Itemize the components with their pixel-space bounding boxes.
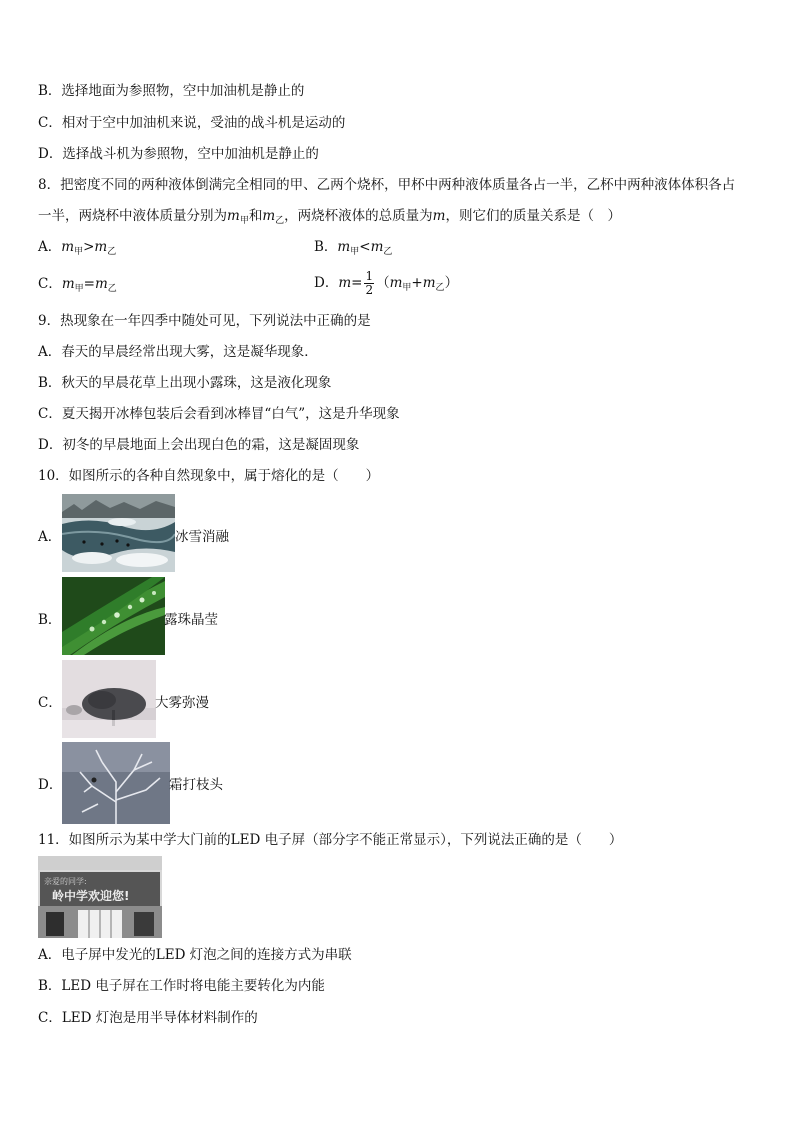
q8-option-c: C．$m_甲=m_乙$ (38, 276, 117, 294)
q9-option-c: C．夏天揭开冰棒包装后会看到冰棒冒“白气”，这是升华现象 (38, 406, 400, 422)
q8-option-b: B．$m_甲<m_乙$ (314, 239, 393, 257)
q8-stem-line1: 8．把密度不同的两种液体倒满完全相同的甲、乙两个烧杯，甲杯中两种液体质量各占一半，乙杯中两种液体体积各占 (38, 177, 736, 193)
q11-option-b: B．LED 电子屏在工作时将电能主要转化为内能 (38, 978, 325, 994)
q10-stem: 10．如图所示的各种自然现象中，属于熔化的是（ ） (38, 468, 380, 484)
q7-option-d: D．选择战斗机为参照物，空中加油机是静止的 (38, 146, 319, 162)
q9-stem: 9．热现象在一年四季中随处可见，下列说法中正确的是 (38, 313, 371, 329)
ice-melting-photo (62, 494, 175, 572)
q7-option-c: C．相对于空中加油机来说，受油的战斗机是运动的 (38, 115, 346, 131)
frost-branches-photo (62, 742, 170, 824)
q8-stem-line2: 一半，两烧杯中液体质量分别为$m_甲$和$m_乙$，两烧杯液体的总质量为m，则它们的质量关系是（ ） (38, 208, 621, 226)
q9-option-a: A．春天的早晨经常出现大雾，这是凝华现象． (38, 344, 318, 360)
fraction-one-half: $\frac{1}{2}$ (365, 269, 374, 297)
svg-text:岭中学欢迎您!: 岭中学欢迎您! (52, 889, 130, 903)
q11-option-a: A．电子屏中发光的LED 灯泡之间的连接方式为串联 (38, 947, 352, 963)
svg-text:亲爱的同学:: 亲爱的同学: (44, 877, 87, 886)
q11-stem: 11．如图所示为某中学大门前的LED 电子屏（部分字不能正常显示），下列说法正确的是（ ） (38, 832, 623, 848)
q9-option-b: B．秋天的早晨花草上出现小露珠，这是液化现象 (38, 375, 332, 391)
q9-option-d: D．初冬的早晨地面上会出现白色的霜，这是凝固现象 (38, 437, 360, 453)
q7-option-b: B．选择地面为参照物，空中加油机是静止的 (38, 83, 305, 99)
q11-option-c: C．LED 灯泡是用半导体材料制作的 (38, 1010, 258, 1026)
led-screen-photo (38, 856, 162, 938)
q8-option-d: D．m= $\frac{1}{2}$ $(m_甲+m_乙)$ (314, 269, 459, 297)
fog-photo (62, 660, 156, 738)
dewdrops-photo (62, 577, 165, 655)
q8-option-a: A．$m_甲>m_乙$ (38, 239, 117, 257)
